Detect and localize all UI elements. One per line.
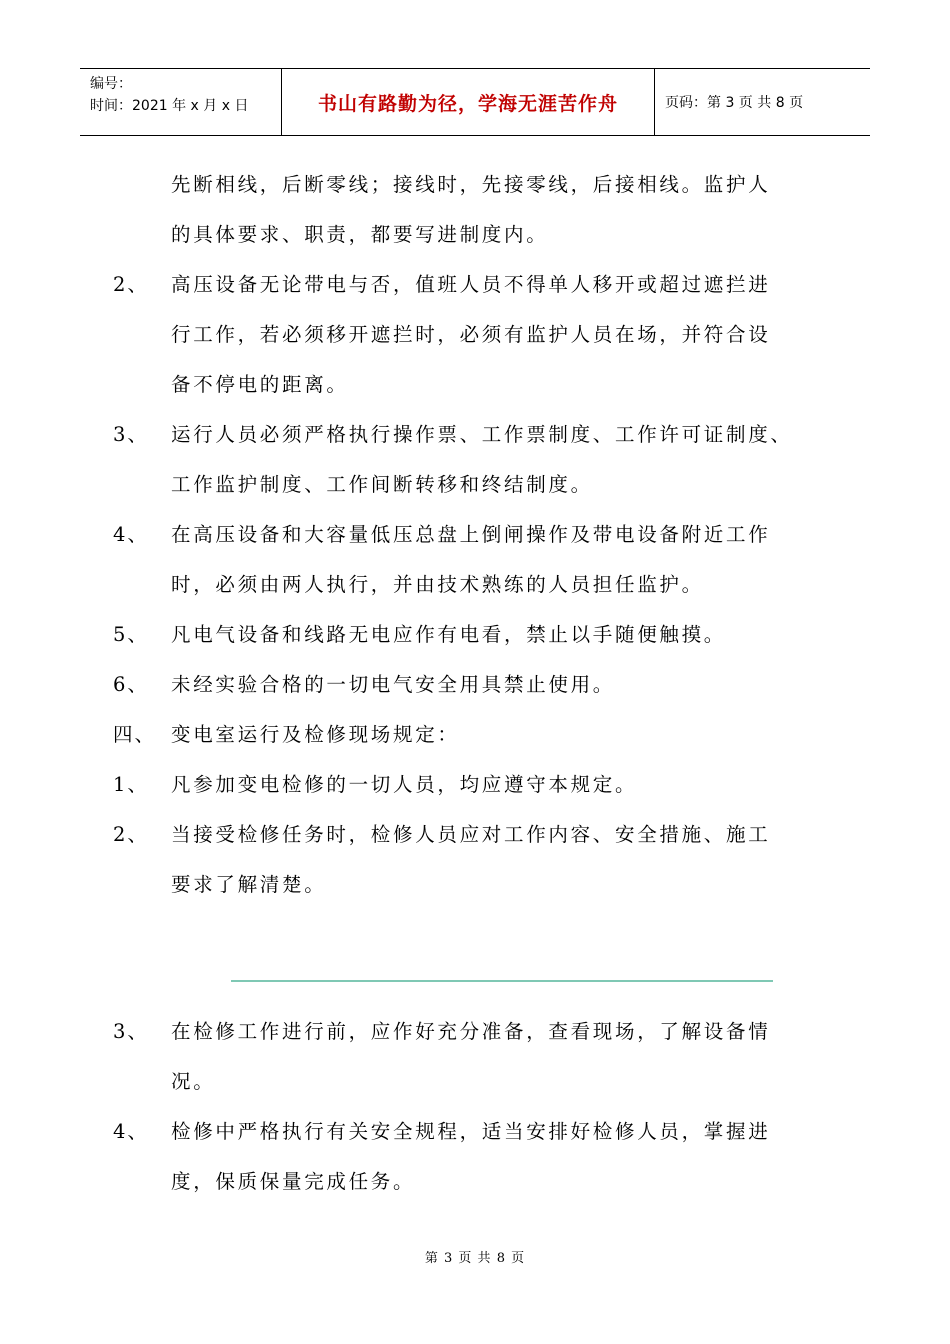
intro-paragraph bbox=[0, 160, 950, 260]
text-line: 未经实验合格的一切电气安全用具禁止使用。 bbox=[171, 673, 616, 696]
numbered-item bbox=[0, 610, 950, 660]
section-divider bbox=[231, 980, 773, 982]
text-line: 备不停电的距离。 bbox=[171, 373, 349, 396]
text-line: 度，保质保量完成任务。 bbox=[171, 1170, 416, 1193]
item-number: 1、 bbox=[113, 773, 149, 796]
serial-label: 编号： bbox=[90, 76, 132, 92]
header-motto: 书山有路勤为径，学海无涯苦作舟 bbox=[282, 69, 655, 135]
text-line: 运行人员必须严格执行操作票、工作票制度、工作许可证制度、 bbox=[171, 423, 793, 446]
numbered-item bbox=[0, 760, 950, 810]
text-line: 工作监护制度、工作间断转移和终结制度。 bbox=[171, 473, 593, 496]
numbered-item bbox=[0, 1107, 950, 1207]
page-header bbox=[80, 68, 870, 136]
item-number: 2、 bbox=[113, 823, 149, 846]
item-number: 3、 bbox=[113, 1020, 149, 1043]
page-footer: 第 3 页 共 8 页 bbox=[424, 1251, 526, 1266]
item-number: 四、 bbox=[113, 723, 157, 746]
numbered-item bbox=[0, 510, 950, 610]
header-meta bbox=[80, 69, 282, 135]
numbered-item bbox=[0, 410, 950, 510]
header-page-info: 页码：第 3 页 共 8 页 bbox=[665, 95, 804, 111]
text-line: 变电室运行及检修现场规定： bbox=[171, 723, 460, 746]
numbered-item bbox=[0, 660, 950, 710]
item-number: 4、 bbox=[113, 1120, 149, 1143]
text-line: 凡参加变电检修的一切人员，均应遵守本规定。 bbox=[171, 773, 638, 796]
text-line: 先断相线，后断零线；接线时，先接零线，后接相线。监护人 bbox=[171, 173, 771, 196]
text-line: 行工作，若必须移开遮拦时，必须有监护人员在场，并符合设 bbox=[171, 323, 771, 346]
item-number: 2、 bbox=[113, 273, 149, 296]
item-number: 5、 bbox=[113, 623, 149, 646]
text-line: 要求了解清楚。 bbox=[171, 873, 327, 896]
text-line: 的具体要求、职责，都要写进制度内。 bbox=[171, 223, 549, 246]
document-body bbox=[0, 160, 950, 910]
time-label: 时间：2021 年 x 月 x 日 bbox=[90, 98, 249, 114]
numbered-item bbox=[0, 260, 950, 410]
text-line: 在检修工作进行前，应作好充分准备，查看现场，了解设备情 bbox=[171, 1020, 771, 1043]
numbered-item bbox=[0, 710, 950, 760]
text-line: 高压设备无论带电与否，值班人员不得单人移开或超过遮拦进 bbox=[171, 273, 771, 296]
text-line: 时，必须由两人执行，并由技术熟练的人员担任监护。 bbox=[171, 573, 704, 596]
item-number: 3、 bbox=[113, 423, 149, 446]
text-line: 当接受检修任务时，检修人员应对工作内容、安全措施、施工 bbox=[171, 823, 771, 846]
text-line: 在高压设备和大容量低压总盘上倒闸操作及带电设备附近工作 bbox=[171, 523, 771, 546]
item-number: 4、 bbox=[113, 523, 149, 546]
text-line: 况。 bbox=[171, 1070, 216, 1093]
text-line: 检修中严格执行有关安全规程，适当安排好检修人员，掌握进 bbox=[171, 1120, 771, 1143]
numbered-item bbox=[0, 810, 950, 910]
text-line: 凡电气设备和线路无电应作有电看，禁止以手随便触摸。 bbox=[171, 623, 727, 646]
item-number: 6、 bbox=[113, 673, 149, 696]
numbered-item bbox=[0, 1007, 950, 1107]
document-body-continued bbox=[0, 1007, 950, 1207]
